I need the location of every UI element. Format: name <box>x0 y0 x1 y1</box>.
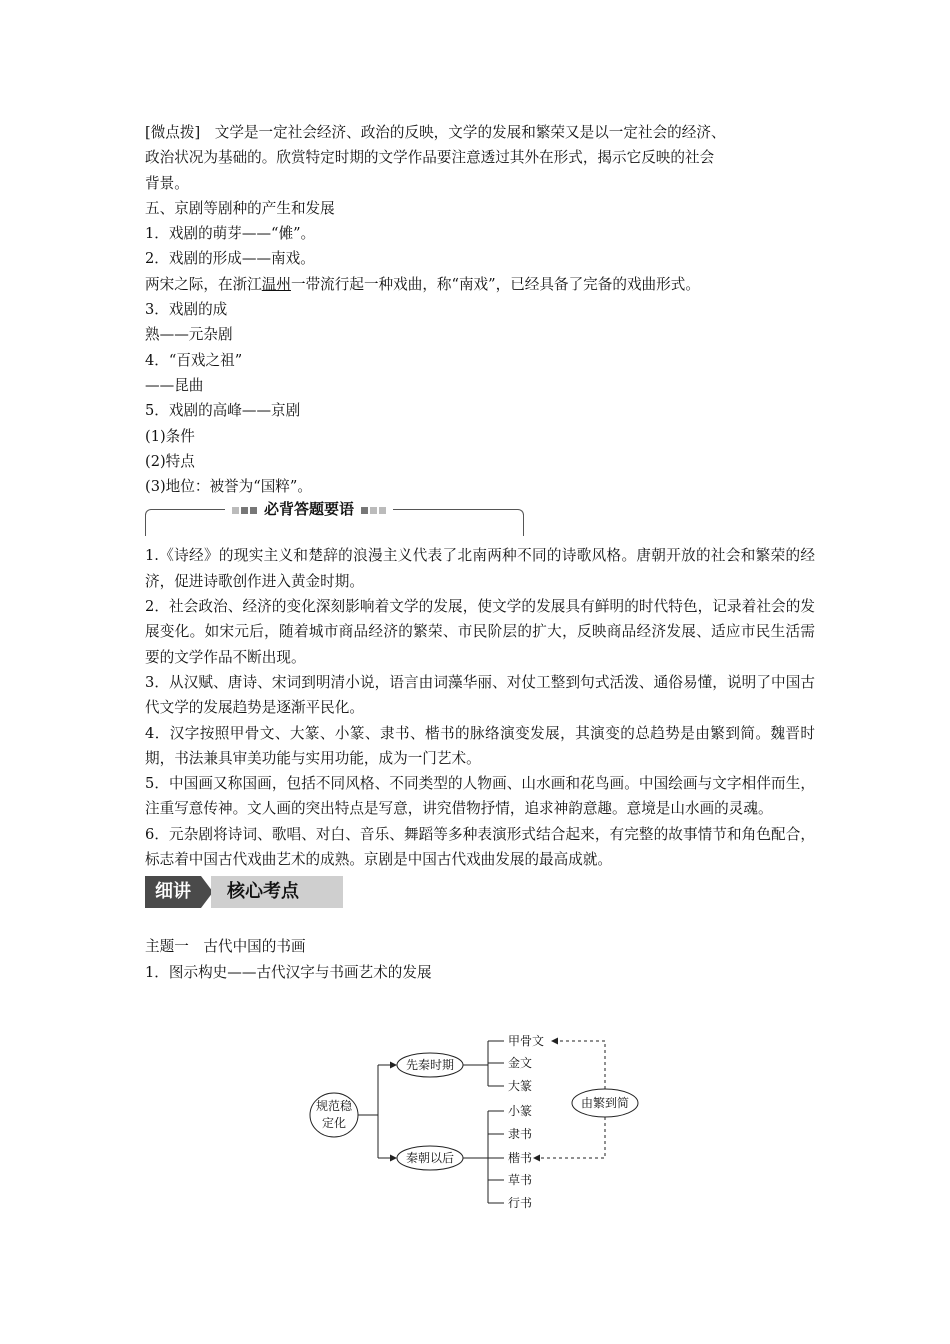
point-3: 3．从汉赋、唐诗、宋词到明清小说，语言由词藻华丽、对仗工整到句式活泼、通俗易懂，说明了中国古代文学的发展趋势是逐渐平民化。 <box>145 673 815 717</box>
topic-title: 主题一 古代中国的书画 <box>145 938 306 956</box>
pre-qin-label: 先秦时期 <box>405 1058 455 1072</box>
point-2: 2．社会政治、经济的变化深刻影响着文学的发展，使文学的发展具有鲜明的时代特色，记录着社会的发展变化。如宋元后，随着城市商品经济的繁荣、市民阶层的扩大，反映商品经济发展、适应市民生活需要的文学作品不断出现。 <box>145 598 815 666</box>
section5-item-3a: 3．戏剧的成 <box>145 301 228 319</box>
tip-line-2: 政治状况为基础的。欣赏特定时期的文学作品要注意透过其外在形式，揭示它反映的社会 <box>145 149 715 167</box>
section5-sub-2: (2)特点 <box>145 452 195 470</box>
pre-item-2: 金文 <box>508 1056 533 1070</box>
point-1: 1.《诗经》的现实主义和楚辞的浪漫主义代表了北南两种不同的诗歌风格。唐朝开放的社会和繁荣的经济，促进诗歌创作进入黄金时期。 <box>145 547 815 590</box>
root-label-2: 定化 <box>321 1116 347 1130</box>
post-item-1: 小篆 <box>508 1104 533 1118</box>
section5-item-4b: ——昆曲 <box>145 376 204 394</box>
post-item-4: 草书 <box>508 1173 533 1187</box>
trend-arrow-to-kaishu <box>534 1117 605 1158</box>
desc-pre: 两宋之际，在浙江 <box>145 275 262 293</box>
section5-item-5: 5．戏剧的高峰——京剧 <box>145 402 301 420</box>
banner-title-wrap <box>225 499 393 519</box>
section5-item-2: 2．戏剧的形成——南戏。 <box>145 250 315 268</box>
page-content <box>145 120 815 985</box>
section5-item-2-desc <box>145 272 815 297</box>
root-label-1: 规范稳 <box>315 1099 353 1113</box>
section-head-right: 核心考点 <box>211 876 343 908</box>
section5-sub-1: (1)条件 <box>145 427 195 445</box>
core-points-heading <box>145 876 815 908</box>
post-item-2: 隶书 <box>508 1127 533 1141</box>
pre-item-1: 甲骨文 <box>508 1034 545 1048</box>
desc-underlined: 温州 <box>261 275 291 293</box>
trend-label: 由繁到简 <box>580 1096 630 1110</box>
tip-line-3: 背景。 <box>145 174 189 192</box>
post-item-3: 楷书 <box>508 1151 533 1165</box>
topic-item-1: 1．图示构史——古代汉字与书画艺术的发展 <box>145 963 432 981</box>
banner-squares-left-icon <box>231 499 258 519</box>
section5-item-1: 1．戏剧的萌芽——“傩”。 <box>145 225 316 243</box>
section5-sub-3: (3)地位：被誉为“国粹”。 <box>145 478 312 496</box>
post-item-5: 行书 <box>508 1196 533 1210</box>
point-4: 4．汉字按照甲骨文、大篆、小篆、隶书、楷书的脉络演变发展，其演变的总趋势是由繁到简。魏晋时期，书法兼具审美功能与实用功能，成为一门艺术。 <box>145 724 815 767</box>
section-head-left: 细讲 <box>145 876 201 908</box>
desc-post: 一带流行起一种戏曲，称“南戏”，已经具备了完备的戏曲形式。 <box>290 275 700 293</box>
point-5: 5．中国画又称国画，包括不同风格、不同类型的人物画、山水画和花鸟画。中国绘画与文字相伴而生，注重写意传神。文人画的突出特点是写意，讲究借物抒情，追求神韵意趣。意境是山水画的灵魂。 <box>145 775 815 818</box>
section5-item-4a: 4．“百戏之祖” <box>145 351 243 369</box>
post-qin-label: 秦朝以后 <box>405 1151 455 1165</box>
tip-line-1: [微点拨] 文学是一定社会经济、政治的反映，文学的发展和繁荣又是以一定社会的经济、 <box>145 124 726 141</box>
trend-arrow-to-oracle <box>552 1041 605 1089</box>
section5-item-3b: 熟——元杂剧 <box>145 326 233 344</box>
section5-title: 五、京剧等剧种的产生和发展 <box>145 199 335 217</box>
must-recite-banner <box>145 501 815 539</box>
pre-item-3: 大篆 <box>508 1079 533 1093</box>
banner-title: 必背答题要语 <box>264 500 355 519</box>
point-6: 6．元杂剧将诗词、歌唱、对白、音乐、舞蹈等多种表演形式结合起来，有完整的故事情节和角色配合，标志着中国古代戏曲艺术的成熟。京剧是中国古代戏曲发展的最高成就。 <box>145 825 815 869</box>
script-evolution-diagram <box>300 1028 650 1218</box>
banner-squares-right-icon <box>360 499 387 519</box>
